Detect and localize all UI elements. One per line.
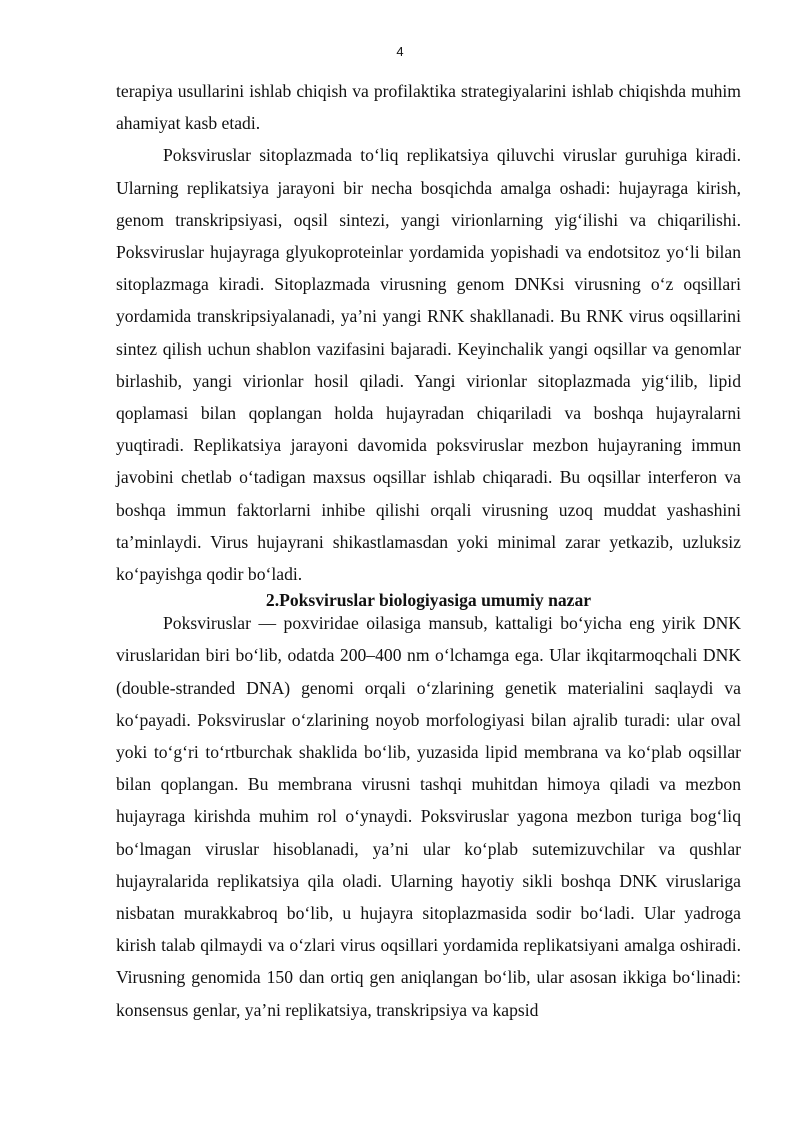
document-body	[116, 75, 741, 1026]
paragraph-replication: Poksviruslar sitoplazmada to‘liq replikatsiya qiluvchi viruslar guruhiga kiradi. Ularning replikatsiya jarayoni bir necha bosqichda amalga oshadi: hujayraga kirish, genom transkripsiyasi, oqsil sintezi, yangi virionlarning yig‘ilishi va chiqarilishi. Poksviruslar hujayraga glyukoproteinlar yordamida yopishadi va endotsitoz yo‘li bilan sitoplazmaga kiradi. Sitoplazmada virusning genom DNKsi virusning o‘z oqsillari yordamida transkripsiyalanadi, ya’ni yangi RNK shakllanadi. Bu RNK virus oqsillarini sintez qilish uchun shablon vazifasini bajaradi. Keyinchalik yangi oqsillar va genomlar birlashib, yangi virionlar hosil qiladi. Yangi virionlar sitoplazmada yig‘ilib, lipid qoplamasi bilan qoplangan holda hujayradan chiqariladi va boshqa hujayralarni yuqtiradi. Replikatsiya jarayoni davomida poksviruslar mezbon hujayraning immun javobini chetlab o‘tadigan maxsus oqsillar ishlab chiqaradi. Bu oqsillar interferon va boshqa immun faktorlarni inhibe qilishi orqali virusning uzoq muddat yashashini ta’minlaydi. Virus hujayrani shikastlamasdan yoki minimal zarar yetkazib, uzluksiz ko‘payishga qodir bo‘ladi.	[116, 145, 741, 585]
section-heading: 2.Poksviruslar biologiyasiga umumiy nazar	[265, 590, 592, 611]
paragraph-biology-overview: Poksviruslar — poxviridae oilasiga mansub, kattaligi bo‘yicha eng yirik DNK viruslaridan biri bo‘lib, odatda 200–400 nm o‘lchamga ega. Ular ikqitarmoqchali DNK (double-stranded DNA) genomi orqali o‘zlarining genetik materialini saqlaydi va ko‘payadi. Poksviruslar o‘zlarining noyob morfologiyasi bilan ajralib turadi: ular oval yoki to‘g‘ri to‘rtburchak shaklida bo‘lib, yuzasida lipid membrana va ko‘plab oqsillar bilan qoplangan. Bu membrana virusni tashqi muhitdan himoya qiladi va mezbon hujayraga kirishda muhim rol o‘ynaydi. Poksviruslar yagona mezbon turiga bog‘liq bo‘lmagan viruslar hisoblanadi, ya’ni ular ko‘plab sutemizuvchilar va qushlar hujayralarida replikatsiya qila oladi. Ularning hayotiy sikli boshqa DNK viruslariga nisbatan murakkabroq bo‘lib, u hujayra sitoplazmasida sodir bo‘ladi. Ular yadroga kirish talab qilmaydi va o‘zlari virus oqsillari yordamida replikatsiyani amalga oshiradi. Virusning genomida 150 dan ortiq gen aniqlangan bo‘lib, ular asosan ikkiga bo‘linadi: konsensus genlar, ya’ni replikatsiya, transkripsiya va kapsid	[116, 613, 741, 1020]
paragraph-therapy-continuation: terapiya usullarini ishlab chiqish va profilaktika strategiyalarini ishlab chiqishda muhim ahamiyat kasb etadi.	[116, 81, 741, 134]
page-number: 4	[396, 44, 404, 59]
